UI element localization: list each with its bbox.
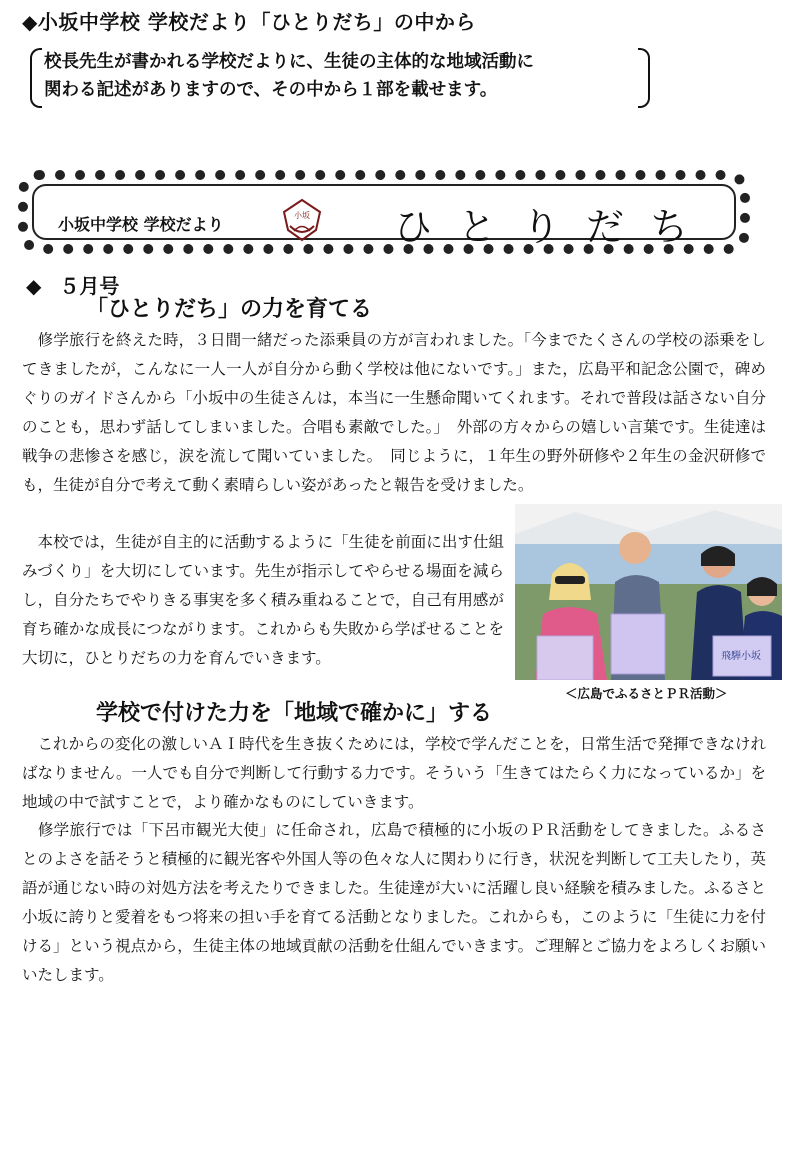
activity-photo xyxy=(515,504,782,680)
paragraph-4: 修学旅行では「下呂市観光大使」に任命され，広島で積極的に小坂のＰＲ活動をしてきました。ふるさとのよさを話そうと積極的に観光客や外国人等の色々な人に関わりに行き，状況を判断して工夫したり，英語が通じない時の対処方法を考えたりできました。生徒達が大いに活躍し良い経験を積みました。ふるさと小坂に誇りと愛着をもつ将来の担い手を育てる活動となりました。これからも，このように「生徒に力を付ける」という視点から，生徒主体の地域貢献の活動を仕組んでいきます。ご理解とご協力をよろしくお願いいたします。 xyxy=(22,821,767,984)
newsletter-banner xyxy=(18,170,750,254)
paragraph-2: 本校では，生徒が自主的に活動するように「生徒を前面に出す仕組みづくり」を大切にしています。先生が指示してやらせる場面を減らし，自分たちでやりきる事実を多く積み重ねることで，自己有用感が育ち確かな成長につながります。これからも失敗から学ばせることを大切に，ひとりだちの力を育んでいきます。 xyxy=(22,533,504,667)
paragraph-1: 修学旅行を終えた時，３日間一緒だった添乗員の方が言われました。「今までたくさんの学校の添乗をしてきましたが，こんなに一人一人が自分から動く学校は他にないです。」また，広島平和記念公園で，碑めぐりのガイドさんから「小坂中の生徒さんは，本当に一生懸命聞いてくれます。それで普段は話さない自分のことも，思わず話してしまいました。合唱も素敵でした。」 外部の方々からの嬉しい言葉です。生徒達は戦争の悲惨さを感じ，涙を流して聞いていました。 同じように，１年生の野外研修や２年生の金沢研修でも，生徒が自分で考えて動く素晴らしい姿があったと報告を受けました。 xyxy=(22,331,766,494)
intro-line-2: 関わる記述がありますので、その中から１部を載せます。 xyxy=(44,80,498,100)
emblem-text: 小坂 xyxy=(294,211,310,220)
sash-text: 飛騨小坂 xyxy=(721,651,761,662)
right-bracket xyxy=(638,48,650,108)
page-heading: ◆小坂中学校 学校だより「ひとりだち」の中から xyxy=(22,10,476,34)
article-heading-1: 「ひとりだち」の力を育てる xyxy=(86,297,373,322)
banner-title: ひとりだち xyxy=(394,205,715,249)
left-bracket xyxy=(30,48,42,108)
diamond-icon: ◆ xyxy=(26,274,42,298)
intro-line-1: 校長先生が書かれる学校だよりに、生徒の主体的な地域活動に xyxy=(44,52,534,72)
intro-text xyxy=(44,48,644,104)
photo-illustration xyxy=(515,504,782,680)
banner-inner-frame xyxy=(32,184,736,249)
photo-caption: ＜広島でふるさとＰＲ活動＞ xyxy=(565,686,728,701)
banner-school-label: 小坂中学校 学校だより xyxy=(58,215,224,234)
article-heading-2: 学校で付けた力を「地域で確かに」する xyxy=(96,701,493,726)
intro-note xyxy=(30,48,650,106)
paragraph-3: これからの変化の激しいＡＩ時代を生き抜くためには，学校で学んだことを，日常生活で発揮できなければなりません。一人でも自分で判断して行動する力です。そういう「生きてはたらく力になっているか」を地域の中で試すことで，より確かなものにしていきます。 xyxy=(22,735,767,811)
school-emblem-icon xyxy=(280,198,324,242)
issue-month: ５月号 xyxy=(59,274,120,298)
